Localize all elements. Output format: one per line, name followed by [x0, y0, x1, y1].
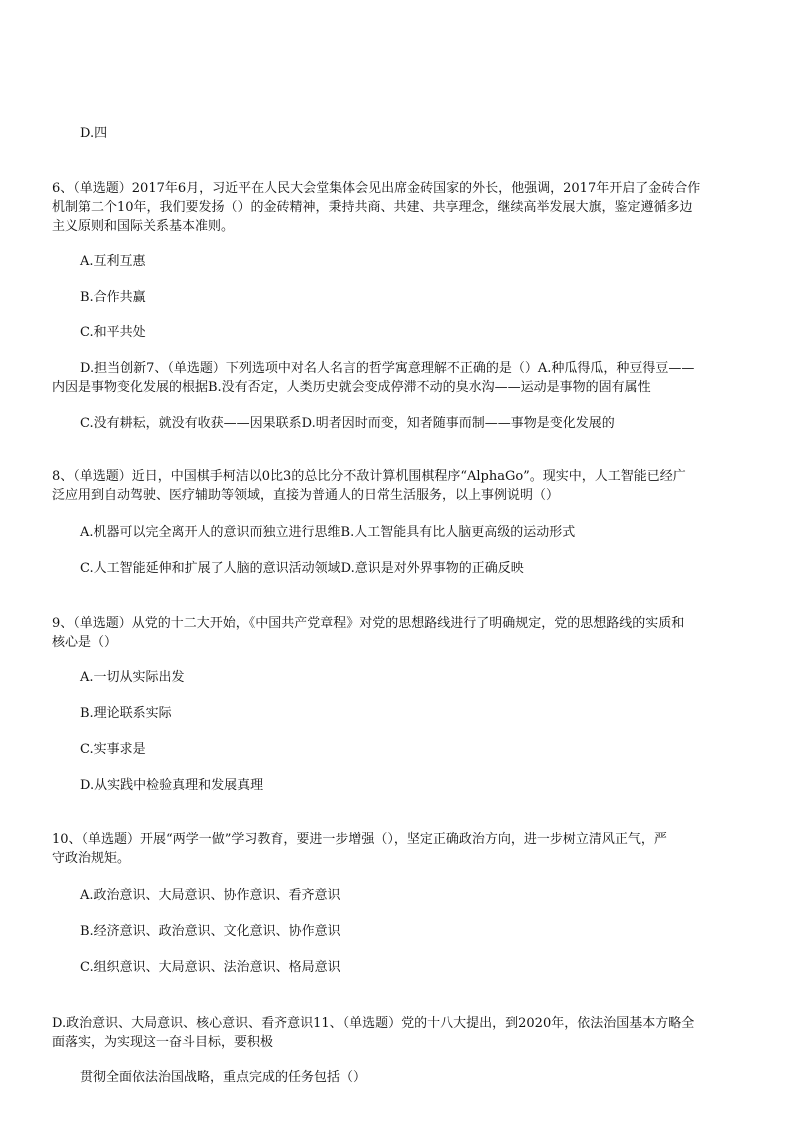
q10-option-d-line-2: 面落实，为实现这一奋斗目标，要积极 — [52, 1035, 274, 1050]
q6-stem-line-2: 机制第二个10年，我们要发扬（）的金砖精神，秉持共商、共建、共享理念，继续高举发展大旗，鉴定遵循多边 — [52, 200, 693, 215]
q5-option-d: D.四 — [80, 126, 108, 141]
q10-stem-line-1: 10、（单选题）开展“两学一做”学习教育，要进一步增强（），坚定正确政治方向，进一步树立清风正气，严 — [52, 832, 667, 847]
q7-options-cd: C.没有耕耘，就没有收获——因果联系D.明者因时而变，知者随事而制——事物是变化发展的 — [80, 416, 615, 431]
q10-option-b: B.经济意识、政治意识、文化意识、协作意识 — [80, 924, 341, 939]
q8-options-cd: C.人工智能延伸和扩展了人脑的意识活动领域D.意识是对外界事物的正确反映 — [80, 561, 524, 576]
q9-option-c: C.实事求是 — [80, 742, 146, 757]
q6-option-a: A.互利互惠 — [80, 254, 146, 269]
q10-stem-line-2: 守政治规矩。 — [52, 851, 131, 866]
q9-stem-line-1: 9、（单选题）从党的十二大开始，《中国共产党章程》对党的思想路线进行了明确规定，党的思想路线的实质和 — [52, 616, 685, 631]
q6-option-d-line-2: 内因是事物变化发展的根据B.没有否定，人类历史就会变成停滞不动的臭水沟——运动是事物的固有属性 — [52, 380, 651, 395]
q6-option-c: C.和平共处 — [80, 325, 146, 340]
q10-option-c: C.组织意识、大局意识、法治意识、格局意识 — [80, 960, 341, 975]
q9-stem-line-2: 核心是（） — [52, 635, 118, 650]
q6-option-b: B.合作共赢 — [80, 290, 146, 305]
q9-option-d: D.从实践中检验真理和发展真理 — [80, 778, 264, 793]
q6-stem-line-1: 6、（单选题）2017年6月，习近平在人民大会堂集体会见出席金砖国家的外长，他强调，2017年开启了金砖合作 — [52, 181, 701, 196]
q10-option-d-line-1: D.政治意识、大局意识、核心意识、看齐意识11、（单选题）党的十八大提出，到2020年，依法治国基本方略全 — [52, 1016, 695, 1031]
q8-stem-line-1: 8、（单选题）近日，中国棋手柯洁以0比3的总比分不敌计算机围棋程序“AlphaGo”。现实中，人工智能已经广 — [52, 469, 686, 484]
q9-option-a: A.一切从实际出发 — [80, 670, 185, 685]
q6-option-d-line-1: D.担当创新7、（单选题）下列选项中对名人名言的哲学寓意理解不正确的是（）A.种瓜得瓜，种豆得豆—— — [80, 361, 695, 376]
q10-option-a: A.政治意识、大局意识、协作意识、看齐意识 — [80, 888, 341, 903]
q8-stem-line-2: 泛应用到自动驾驶、医疗辅助等领域，直接为普通人的日常生活服务，以上事例说明（） — [52, 488, 560, 503]
q6-stem-line-3: 主义原则和国际关系基本准则。 — [52, 219, 235, 234]
q9-option-b: B.理论联系实际 — [80, 706, 172, 721]
q8-options-ab: A.机器可以完全离开人的意识而独立进行思维B.人工智能具有比人脑更高级的运动形式 — [80, 525, 576, 540]
q11-stem-line-3: 贯彻全面依法治国战略，重点完成的任务包括（） — [80, 1070, 367, 1085]
